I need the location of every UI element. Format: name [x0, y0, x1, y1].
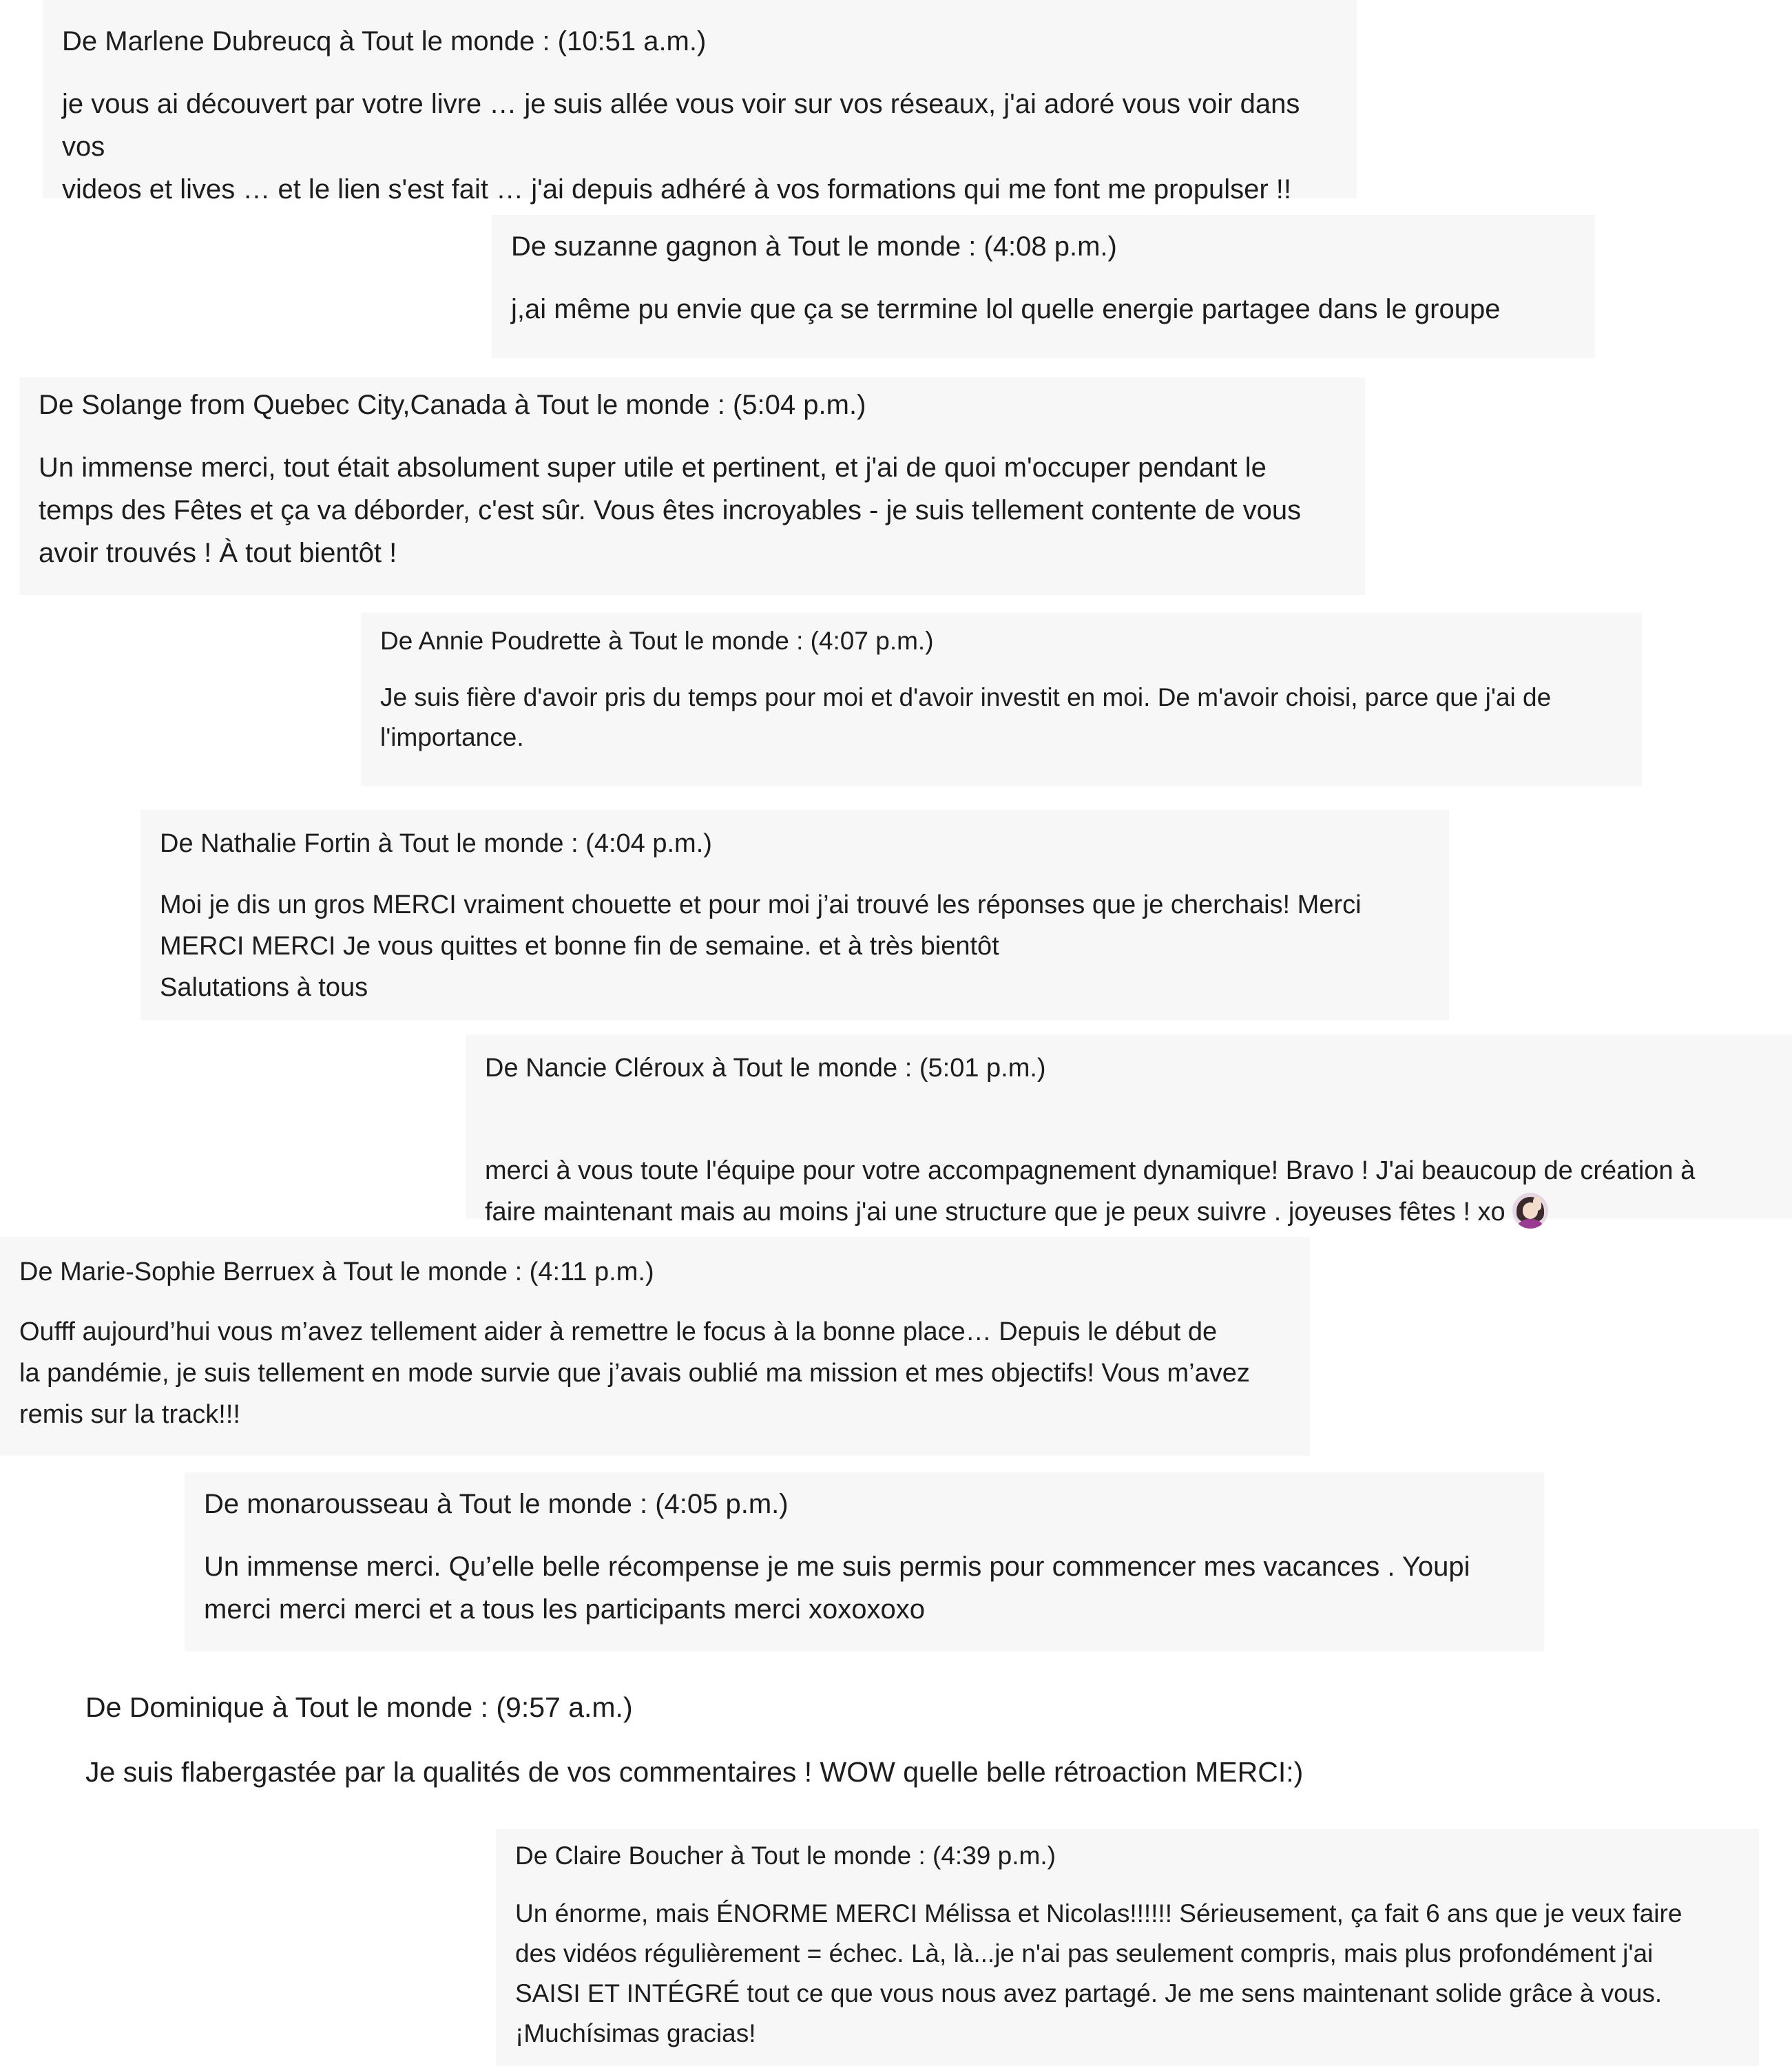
message-body: Un immense merci. Qu’elle belle récompense je me suis permis pour commencer mes vacances . Youpi merci merci merci et a tous les participants merci xoxoxoxo: [204, 1552, 1470, 1625]
message-header: De Solange from Quebec City,Canada à Tout le monde : (5:04 p.m.): [39, 390, 866, 420]
chat-message: [0, 1237, 1310, 1456]
message-header: De Marlene Dubreucq à Tout le monde : (10:51 a.m.): [62, 26, 707, 56]
message-body: Moi je dis un gros MERCI vraiment chouette et pour moi j’ai trouvé les réponses que je cherchais! Merci MERCI MERCI Je vous quittes et bonne fin de semaine. et à très bientôt Salutations à tous: [160, 890, 1362, 1002]
message-header: De Annie Poudrette à Tout le monde : (4:07 p.m.): [380, 627, 934, 655]
message-header: De Nathalie Fortin à Tout le monde : (4:04 p.m.): [160, 829, 712, 858]
message-header: De Nancie Cléroux à Tout le monde : (5:01 p.m.): [485, 1054, 1046, 1083]
message-header: De suzanne gagnon à Tout le monde : (4:08 p.m.): [511, 231, 1117, 262]
chat-message: [466, 1034, 1792, 1227]
message-header: De Claire Boucher à Tout le monde : (4:39 p.m.): [515, 1841, 1056, 1870]
woman-raising-hand-emoji-icon: [1512, 1193, 1548, 1229]
message-body: je vous ai découvert par votre livre … je suis allée vous voir sur vos réseaux, j'ai adoré vous voir dans vos videos et lives … et le lien s'est fait … j'ai depuis adhéré à vos formations qui me font me propulser !!: [62, 89, 1300, 205]
chat-message: [492, 215, 1595, 358]
chat-message: [361, 613, 1642, 786]
message-body: j,ai même pu envie que ça se terrmine lol quelle energie partagee dans le groupe: [511, 294, 1501, 324]
message-header: De monarousseau à Tout le monde : (4:05 p.m.): [204, 1489, 789, 1519]
message-body: Je suis fière d'avoir pris du temps pour moi et d'avoir investit en moi. De m'avoir choisi, parce que j'ai de l'importance.: [380, 683, 1552, 751]
message-body: Je suis flabergastée par la qualités de vos commentaires ! WOW quelle belle rétroaction MERCI:): [85, 1756, 1304, 1788]
message-header: De Dominique à Tout le monde : (9:57 a.m.): [85, 1691, 633, 1723]
message-header: De Marie-Sophie Berruex à Tout le monde : (4:11 p.m.): [19, 1258, 654, 1286]
message-body-text: merci à vous toute l'équipe pour votre accompagnement dynamique! Bravo ! J'ai beaucoup de création à faire maintenant mais au moins j'ai une structure que je peux suivre . joyeuses fêtes ! xo: [485, 1156, 1696, 1227]
message-body: Un immense merci, tout était absolument super utile et pertinent, et j'ai de quoi m'occuper pendant le temps des Fêtes et ça va déborder, c'est sûr. Vous êtes incroyables - je suis tellement contente de vous avoir trouvés ! À tout bientôt !: [39, 452, 1302, 568]
chat-message: [19, 377, 1365, 595]
message-body: Un énorme, mais ÉNORME MERCI Mélissa et Nicolas!!!!!! Sérieusement, ça fait 6 ans que je veux faire des vidéos régulièrement = échec. Là, là...je n'ai pas seulement compris, mais plus profondément j'ai SAISI ET INTÉGRÉ tout ce que vous nous avez partagé. Je me sens maintenant solide grâce à vous. ¡Muchísimas gracias!: [515, 1899, 1682, 2047]
message-body: Oufff aujourd’hui vous m’avez tellement aider à remettre le focus à la bonne place… Depuis le début de la pandémie, je suis tellement en mode survie que j’avais oublié ma mission et mes objectifs! Vous m’avez remis sur la track!!!: [19, 1317, 1250, 1429]
chat-message: [43, 0, 1357, 205]
chat-message: [140, 810, 1449, 1021]
message-body: [485, 1109, 1775, 1233]
chat-message: [66, 1673, 1512, 1804]
chat-message: [185, 1472, 1544, 1651]
chat-message: [496, 1829, 1759, 2066]
